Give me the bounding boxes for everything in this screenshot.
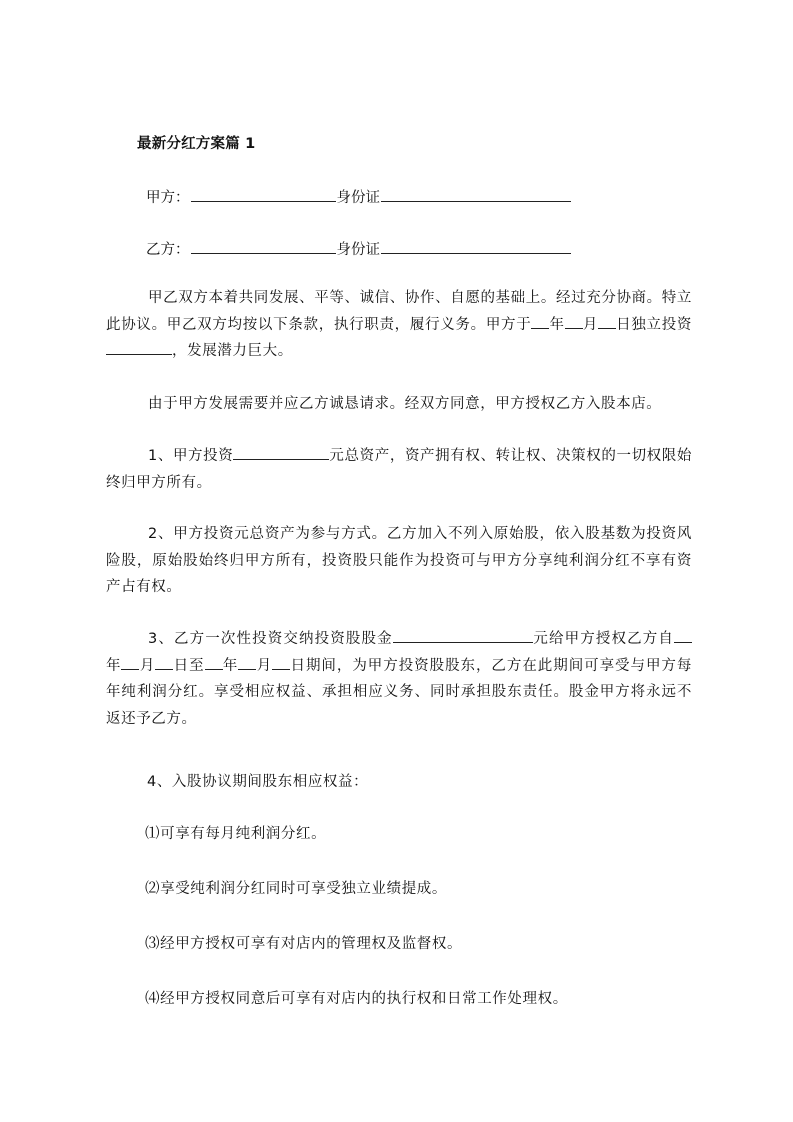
intro-month: 月 xyxy=(582,316,599,333)
end-day-blank xyxy=(272,656,290,670)
clause-1-amount-blank xyxy=(233,446,329,460)
right-item-2: ⑵享受纯利润分红同时可享受独立业绩提成。 xyxy=(145,881,447,897)
clause-1-suffix: 元总资产，资产拥有权、转让权、决策权的一切权限始终归甲方所有。 xyxy=(106,448,693,491)
party-b-id-label: 身份证 xyxy=(336,242,380,258)
party-b-label: 乙方： xyxy=(146,242,190,258)
clause-3-amount-blank xyxy=(393,629,533,643)
party-a-name-blank xyxy=(191,188,336,202)
clause-3-d1: 日至 xyxy=(173,657,205,674)
party-a-id-label: 身份证 xyxy=(336,190,380,206)
clause-1 xyxy=(106,443,692,496)
investment-blank xyxy=(106,341,172,355)
clause-3-rest: 日期间，为甲方投资股股东，乙方在此期间可享受与甲方每年纯利润分红。享受相应权益、承担相应义务、同时承担股东责任。股金甲方将永远不返还予乙方。 xyxy=(106,657,692,727)
intro-text-2: ，发展潜力巨大。 xyxy=(172,343,293,359)
party-a-label: 甲方： xyxy=(146,190,190,206)
party-b-name-blank xyxy=(191,240,336,254)
party-a-id-blank xyxy=(381,188,571,202)
intro-day: 日独立投资 xyxy=(616,316,692,333)
right-item-1: ⑴可享有每月纯利润分红。 xyxy=(145,826,327,842)
clause-3-y2: 年 xyxy=(222,657,239,674)
right-item-4: ⑷经甲方授权同意后可享有对店内的执行权和日常工作处理权。 xyxy=(145,991,568,1007)
reason-paragraph: 由于甲方发展需要并应乙方诚恳请求。经双方同意，甲方授权乙方入股本店。 xyxy=(148,396,662,412)
party-a-line xyxy=(146,186,571,207)
clause-3-m2: 月 xyxy=(256,657,273,674)
clause-3-prefix: 3、乙方一次性投资交纳投资股股金 xyxy=(148,631,393,647)
clause-2: 2、甲方投资元总资产为参与方式。乙方加入不列入原始股，依入股基数为投资风险股，原始股始终归甲方所有，投资股只能作为投资可与甲方分享纯利润分红不享有资产占有权。 xyxy=(106,526,692,595)
intro-text-1: 甲乙双方本着共同发展、平等、诚信、协作、自愿的基础上。经过充分协商。特立此协议。甲乙双方均按以下条款，执行职责，履行义务。甲方于 xyxy=(106,290,692,333)
clause-3-mid: 元给甲方授权乙方自 xyxy=(532,631,674,647)
start-month-blank xyxy=(121,656,139,670)
end-month-blank xyxy=(238,656,256,670)
clause-4-heading: 4、入股协议期间股东相应权益： xyxy=(147,774,369,790)
month-blank xyxy=(565,315,583,329)
end-year-blank xyxy=(205,656,223,670)
clause-3-y1: 年 xyxy=(106,657,122,674)
intro-paragraph xyxy=(106,285,692,365)
party-b-id-blank xyxy=(381,240,571,254)
clause-3-m1: 月 xyxy=(139,657,156,674)
document-title: 最新分红方案篇 1 xyxy=(137,136,256,152)
day-blank xyxy=(598,315,616,329)
start-year-blank xyxy=(674,629,692,643)
intro-year: 年 xyxy=(549,316,565,333)
right-item-3: ⑶经甲方授权可享有对店内的管理权及监督权。 xyxy=(145,936,463,952)
party-b-line xyxy=(146,238,571,259)
year-blank xyxy=(531,315,549,329)
clause-1-prefix: 1、甲方投资 xyxy=(148,448,234,464)
start-day-blank xyxy=(155,656,173,670)
clause-3 xyxy=(106,626,692,732)
